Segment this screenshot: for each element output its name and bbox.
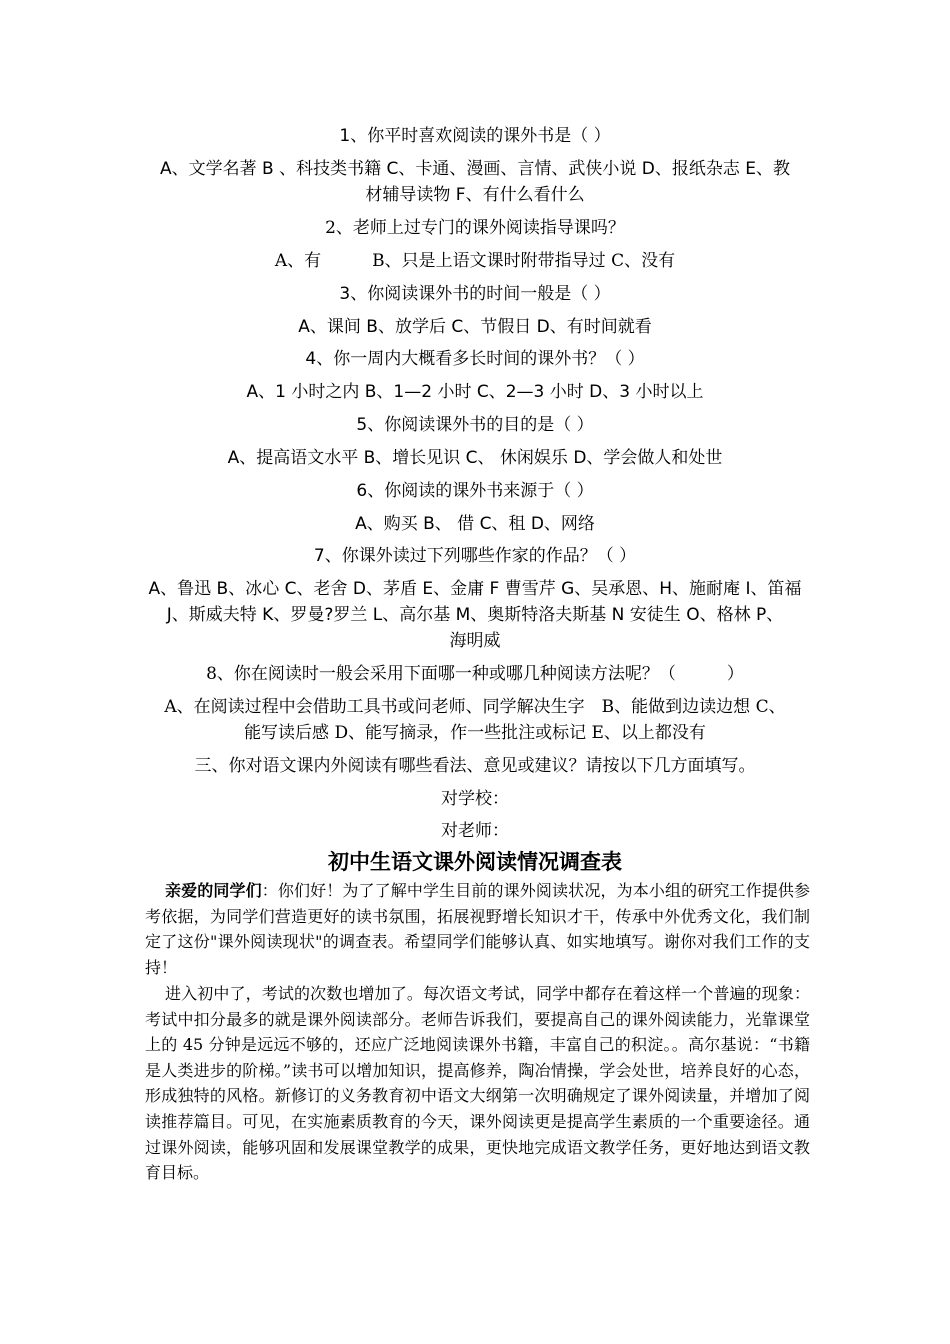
question-8-options-line-1: A、在阅读过程中会借助工具书或问老师、同学解决生字 B、能做到边读边想 C、 <box>164 697 786 717</box>
question-3-options: A、课间 B、放学后 C、节假日 D、有时间就看 <box>298 317 652 337</box>
body-paragraph: 进入初中了，考试的次数也增加了。每次语文考试，同学中都存在着这样一个普遍的现象：考试中扣分最多的就是课外阅读部分。老师告诉我们，要提高自己的课外阅读能力，光靠课堂上的 45 分钟是远远不够的，还应广泛地阅读课外书籍，丰富自己的积淀。。高尔基说：“书籍是人类进步的阶梯。”读书可以增加知识，提高修养，陶冶情操，学会处世，培养良好的心态，形成独特的风格。新修订的义务教育初中语文大纲第一次明确规定了课外阅读量，并增加了阅读推荐篇目。可见，在实施素质教育的今天，课外阅读更是提高学生素质的一个重要途径。通过课外阅读，能够巩固和发展课堂教学的成果，更快地完成语文教学任务，更好地达到语文教育目标。 <box>145 984 810 1183</box>
question-7-options-line-3: 海明威 <box>449 631 501 651</box>
intro-text: ：你们好！为了了解中学生目前的课外阅读状况，为本小组的研究工作提供参考依据，为同学们营造更好的读书氛围，拓展视野增长知识才干，传承中外优秀文化，我们制定了这份"课外阅读现状"的调查表。希望同学们能够认真、如实地填写。谢你对我们工作的支持！ <box>145 881 810 977</box>
question-6: 6、你阅读的课外书来源于（ ） <box>356 481 594 501</box>
question-8-options-line-2: 能写读后感 D、能写摘录，作一些批注或标记 E、以上都没有 <box>244 723 706 743</box>
section-3-prompt: 三、你对语文课内外阅读有哪些看法、意见或建议？请按以下几方面填写。 <box>194 756 756 776</box>
question-2: 2、老师上过专门的课外阅读指导课吗？ <box>325 218 625 238</box>
document-title: 初中生语文课外阅读情况调查表 <box>328 849 622 874</box>
question-1-options-line-2: 材辅导读物 F、有什么看什么 <box>365 185 585 205</box>
question-1-options-line-1: A、文学名著 B 、科技类书籍 C、卡通、漫画、言情、武侠小说 D、报纸杂志 E、教 <box>159 159 790 179</box>
question-5: 5、你阅读课外书的目的是（ ） <box>356 415 594 435</box>
intro-paragraph <box>145 878 810 980</box>
question-7-options-line-2: J、斯威夫特 K、罗曼?罗兰 L、高尔基 M、奥斯特洛夫斯基 N 安徒生 O、格林 P、 <box>166 605 784 625</box>
question-2-options: A、有 B、只是上语文课时附带指导过 C、没有 <box>274 251 676 271</box>
to-school-label: 对学校： <box>441 789 509 809</box>
to-teacher-label: 对老师： <box>441 821 509 841</box>
question-4: 4、你一周内大概看多长时间的课外书？（ ） <box>305 349 645 369</box>
question-8: 8、你在阅读时一般会采用下面哪一种或哪几种阅读方法呢？（ ） <box>206 664 744 684</box>
question-3: 3、你阅读课外书的时间一般是（ ） <box>339 284 611 304</box>
question-4-options: A、1 小时之内 B、1—2 小时 C、2—3 小时 D、3 小时以上 <box>246 382 704 402</box>
question-7-options-line-1: A、鲁迅 B、冰心 C、老舍 D、茅盾 E、金庸 F 曹雪芹 G、吴承恩、H、施耐庵 I、笛福 <box>148 579 802 599</box>
greeting: 亲爱的同学们 <box>165 881 262 900</box>
question-1: 1、你平时喜欢阅读的课外书是（ ） <box>339 126 611 146</box>
question-6-options: A、购买 B、 借 C、租 D、网络 <box>355 514 595 534</box>
question-7: 7、你课外读过下列哪些作家的作品？（ ） <box>313 546 637 566</box>
question-5-options: A、提高语文水平 B、增长见识 C、 休闲娱乐 D、学会做人和处世 <box>227 448 723 468</box>
